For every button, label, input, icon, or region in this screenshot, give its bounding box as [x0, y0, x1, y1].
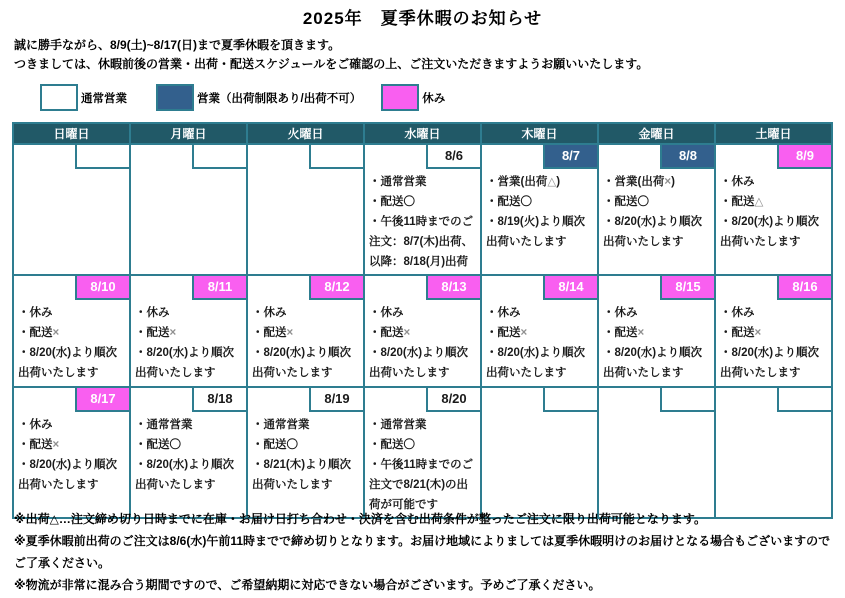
date-badge — [75, 145, 129, 169]
date-badge: 8/12 — [309, 276, 363, 300]
date-badge: 8/10 — [75, 276, 129, 300]
cell-text-line: ・8/20(水)より順次出荷いたします — [603, 216, 703, 248]
date-badge: 8/18 — [192, 388, 246, 412]
day-header-thursday: 木曜日 — [481, 123, 598, 144]
cell-text-line: ・配送〇 — [603, 196, 649, 208]
calendar-cell — [481, 275, 598, 387]
legend — [40, 84, 445, 111]
calendar-cell — [364, 144, 481, 275]
date-badge: 8/17 — [75, 388, 129, 412]
calendar-row-3 — [13, 387, 832, 518]
calendar-cell — [130, 275, 247, 387]
day-header-wednesday: 水曜日 — [364, 123, 481, 144]
date-badge: 8/11 — [192, 276, 246, 300]
calendar-cell — [130, 387, 247, 518]
day-header-sunday: 日曜日 — [13, 123, 130, 144]
cell-text-line: ・配送× — [18, 327, 60, 339]
cell-text-line: ・通常営業 — [369, 419, 427, 431]
date-badge: 8/6 — [426, 145, 480, 169]
date-badge — [543, 388, 597, 412]
day-header-friday: 金曜日 — [598, 123, 715, 144]
cell-text-line: ・休み — [369, 307, 404, 319]
legend-item-closed — [381, 84, 445, 111]
calendar-cell — [13, 144, 130, 275]
legend-item-limited — [156, 84, 361, 111]
date-badge: 8/7 — [543, 145, 597, 169]
date-badge: 8/9 — [777, 145, 831, 169]
legend-swatch-limited — [156, 84, 194, 111]
cell-text-line: ・8/20(水)より順次出荷いたします — [369, 347, 469, 379]
cell-text-line: ・午後11時までのご注文で8/21(木)の出荷が可能です — [369, 459, 474, 511]
cell-text-line: ・8/20(水)より順次出荷いたします — [720, 216, 820, 248]
date-badge: 8/20 — [426, 388, 480, 412]
cell-text-line: ・8/20(水)より順次出荷いたします — [135, 347, 235, 379]
date-badge: 8/13 — [426, 276, 480, 300]
date-badge: 8/8 — [660, 145, 714, 169]
date-badge: 8/16 — [777, 276, 831, 300]
cell-text-line: ・8/20(水)より順次出荷いたします — [720, 347, 820, 379]
calendar-cell — [715, 387, 832, 518]
calendar-cell — [247, 275, 364, 387]
calendar — [12, 122, 833, 519]
day-header-monday: 月曜日 — [130, 123, 247, 144]
cell-text-line: ・営業(出荷△) — [486, 176, 561, 188]
cell-text-line: ・配送〇 — [486, 196, 532, 208]
cell-text-line: ・配送× — [252, 327, 294, 339]
cell-text-line: ・配送× — [486, 327, 528, 339]
calendar-cell — [481, 144, 598, 275]
cell-text-line: ・配送〇 — [369, 439, 415, 451]
page-title: 2025年 夏季休暇のお知らせ — [302, 9, 543, 28]
intro-line-2: つきましては、休暇前後の営業・出荷・配送スケジュールをご確認の上、ご注文いただきますようお願いいたします。 — [14, 57, 649, 71]
cell-text-line: ・8/19(火)より順次出荷いたします — [486, 216, 586, 248]
cell-text-line: ・配送〇 — [252, 439, 298, 451]
cell-text-line: ・配送〇 — [369, 196, 415, 208]
cell-text-line: ・休み — [18, 419, 53, 431]
date-badge — [777, 388, 831, 412]
calendar-cell — [364, 387, 481, 518]
cell-text-line: ・配送× — [18, 439, 60, 451]
day-header-saturday: 土曜日 — [715, 123, 832, 144]
intro-text — [14, 36, 648, 74]
calendar-row-1 — [13, 144, 832, 275]
cell-text-line: ・営業(出荷×) — [603, 176, 675, 188]
calendar-cell — [13, 275, 130, 387]
calendar-cell — [130, 144, 247, 275]
intro-line-1: 誠に勝手ながら、8/9(土)~8/17(日)まで夏季休暇を頂きます。 — [14, 38, 341, 52]
calendar-table — [12, 122, 833, 519]
cell-text-line: ・通常営業 — [252, 419, 310, 431]
cell-text-line: ・8/20(水)より順次出荷いたします — [603, 347, 703, 379]
cell-text-line: ・8/20(水)より順次出荷いたします — [18, 347, 118, 379]
calendar-cell — [598, 387, 715, 518]
date-badge: 8/15 — [660, 276, 714, 300]
footnotes — [14, 508, 836, 596]
legend-swatch-closed — [381, 84, 419, 111]
legend-swatch-normal — [40, 84, 78, 111]
calendar-cell — [364, 275, 481, 387]
calendar-cell — [715, 144, 832, 275]
calendar-cell — [247, 387, 364, 518]
date-badge: 8/14 — [543, 276, 597, 300]
day-header-row — [13, 123, 832, 144]
calendar-cell — [598, 144, 715, 275]
footnote-3: ※物流が非常に混み合う期間ですので、ご希望納期に対応できない場合がございます。予めご了承ください。 — [14, 578, 601, 592]
calendar-cell — [481, 387, 598, 518]
cell-text-line: ・配送× — [369, 327, 411, 339]
cell-text-line: ・配送△ — [720, 196, 764, 208]
cell-text-line: ・配送× — [135, 327, 177, 339]
calendar-cell — [247, 144, 364, 275]
cell-text-line: ・8/20(水)より順次出荷いたします — [486, 347, 586, 379]
cell-text-line: ・休み — [135, 307, 170, 319]
cell-text-line: ・休み — [252, 307, 287, 319]
date-badge — [660, 388, 714, 412]
cell-text-line: ・休み — [18, 307, 53, 319]
cell-text-line: ・8/20(水)より順次出荷いたします — [135, 459, 235, 491]
legend-label: 休み — [422, 92, 446, 105]
date-badge — [309, 145, 363, 169]
legend-item-normal — [40, 84, 127, 111]
footnote-1: ※出荷△…注文締め切り日時までに在庫・お届け日打ち合わせ・決済を含む出荷条件が整ったご注文に限り出荷可能となります。 — [14, 512, 706, 526]
date-badge — [192, 145, 246, 169]
cell-text-line: ・8/20(水)より順次出荷いたします — [252, 347, 352, 379]
cell-text-line: ・配送× — [720, 327, 762, 339]
cell-text-line: ・8/21(木)より順次出荷いたします — [252, 459, 352, 491]
cell-text-line: ・配送〇 — [135, 439, 181, 451]
cell-text-line: ・休み — [720, 307, 755, 319]
cell-text-line: ・休み — [486, 307, 521, 319]
calendar-cell — [715, 275, 832, 387]
calendar-row-2 — [13, 275, 832, 387]
calendar-cell — [13, 387, 130, 518]
day-header-tuesday: 火曜日 — [247, 123, 364, 144]
cell-text-line: ・通常営業 — [369, 176, 427, 188]
cell-text-line: ・午後11時までのご注文：8/7(木)出荷、以降：8/18(月)出荷 — [369, 216, 474, 268]
cell-text-line: ・通常営業 — [135, 419, 193, 431]
date-badge: 8/19 — [309, 388, 363, 412]
footnote-2: ※夏季休暇前出荷のご注文は8/6(水)午前11時までで締め切りとなります。お届け地域によりましては夏季休暇明けのお届けとなる場合もございますのでご了承ください。 — [14, 534, 831, 570]
calendar-cell — [598, 275, 715, 387]
legend-label: 通常営業 — [81, 92, 127, 105]
cell-text-line: ・8/20(水)より順次出荷いたします — [18, 459, 118, 491]
cell-text-line: ・配送× — [603, 327, 645, 339]
cell-text-line: ・休み — [603, 307, 638, 319]
legend-label: 営業（出荷制限あり/出荷不可） — [197, 92, 362, 105]
cell-text-line: ・休み — [720, 176, 755, 188]
